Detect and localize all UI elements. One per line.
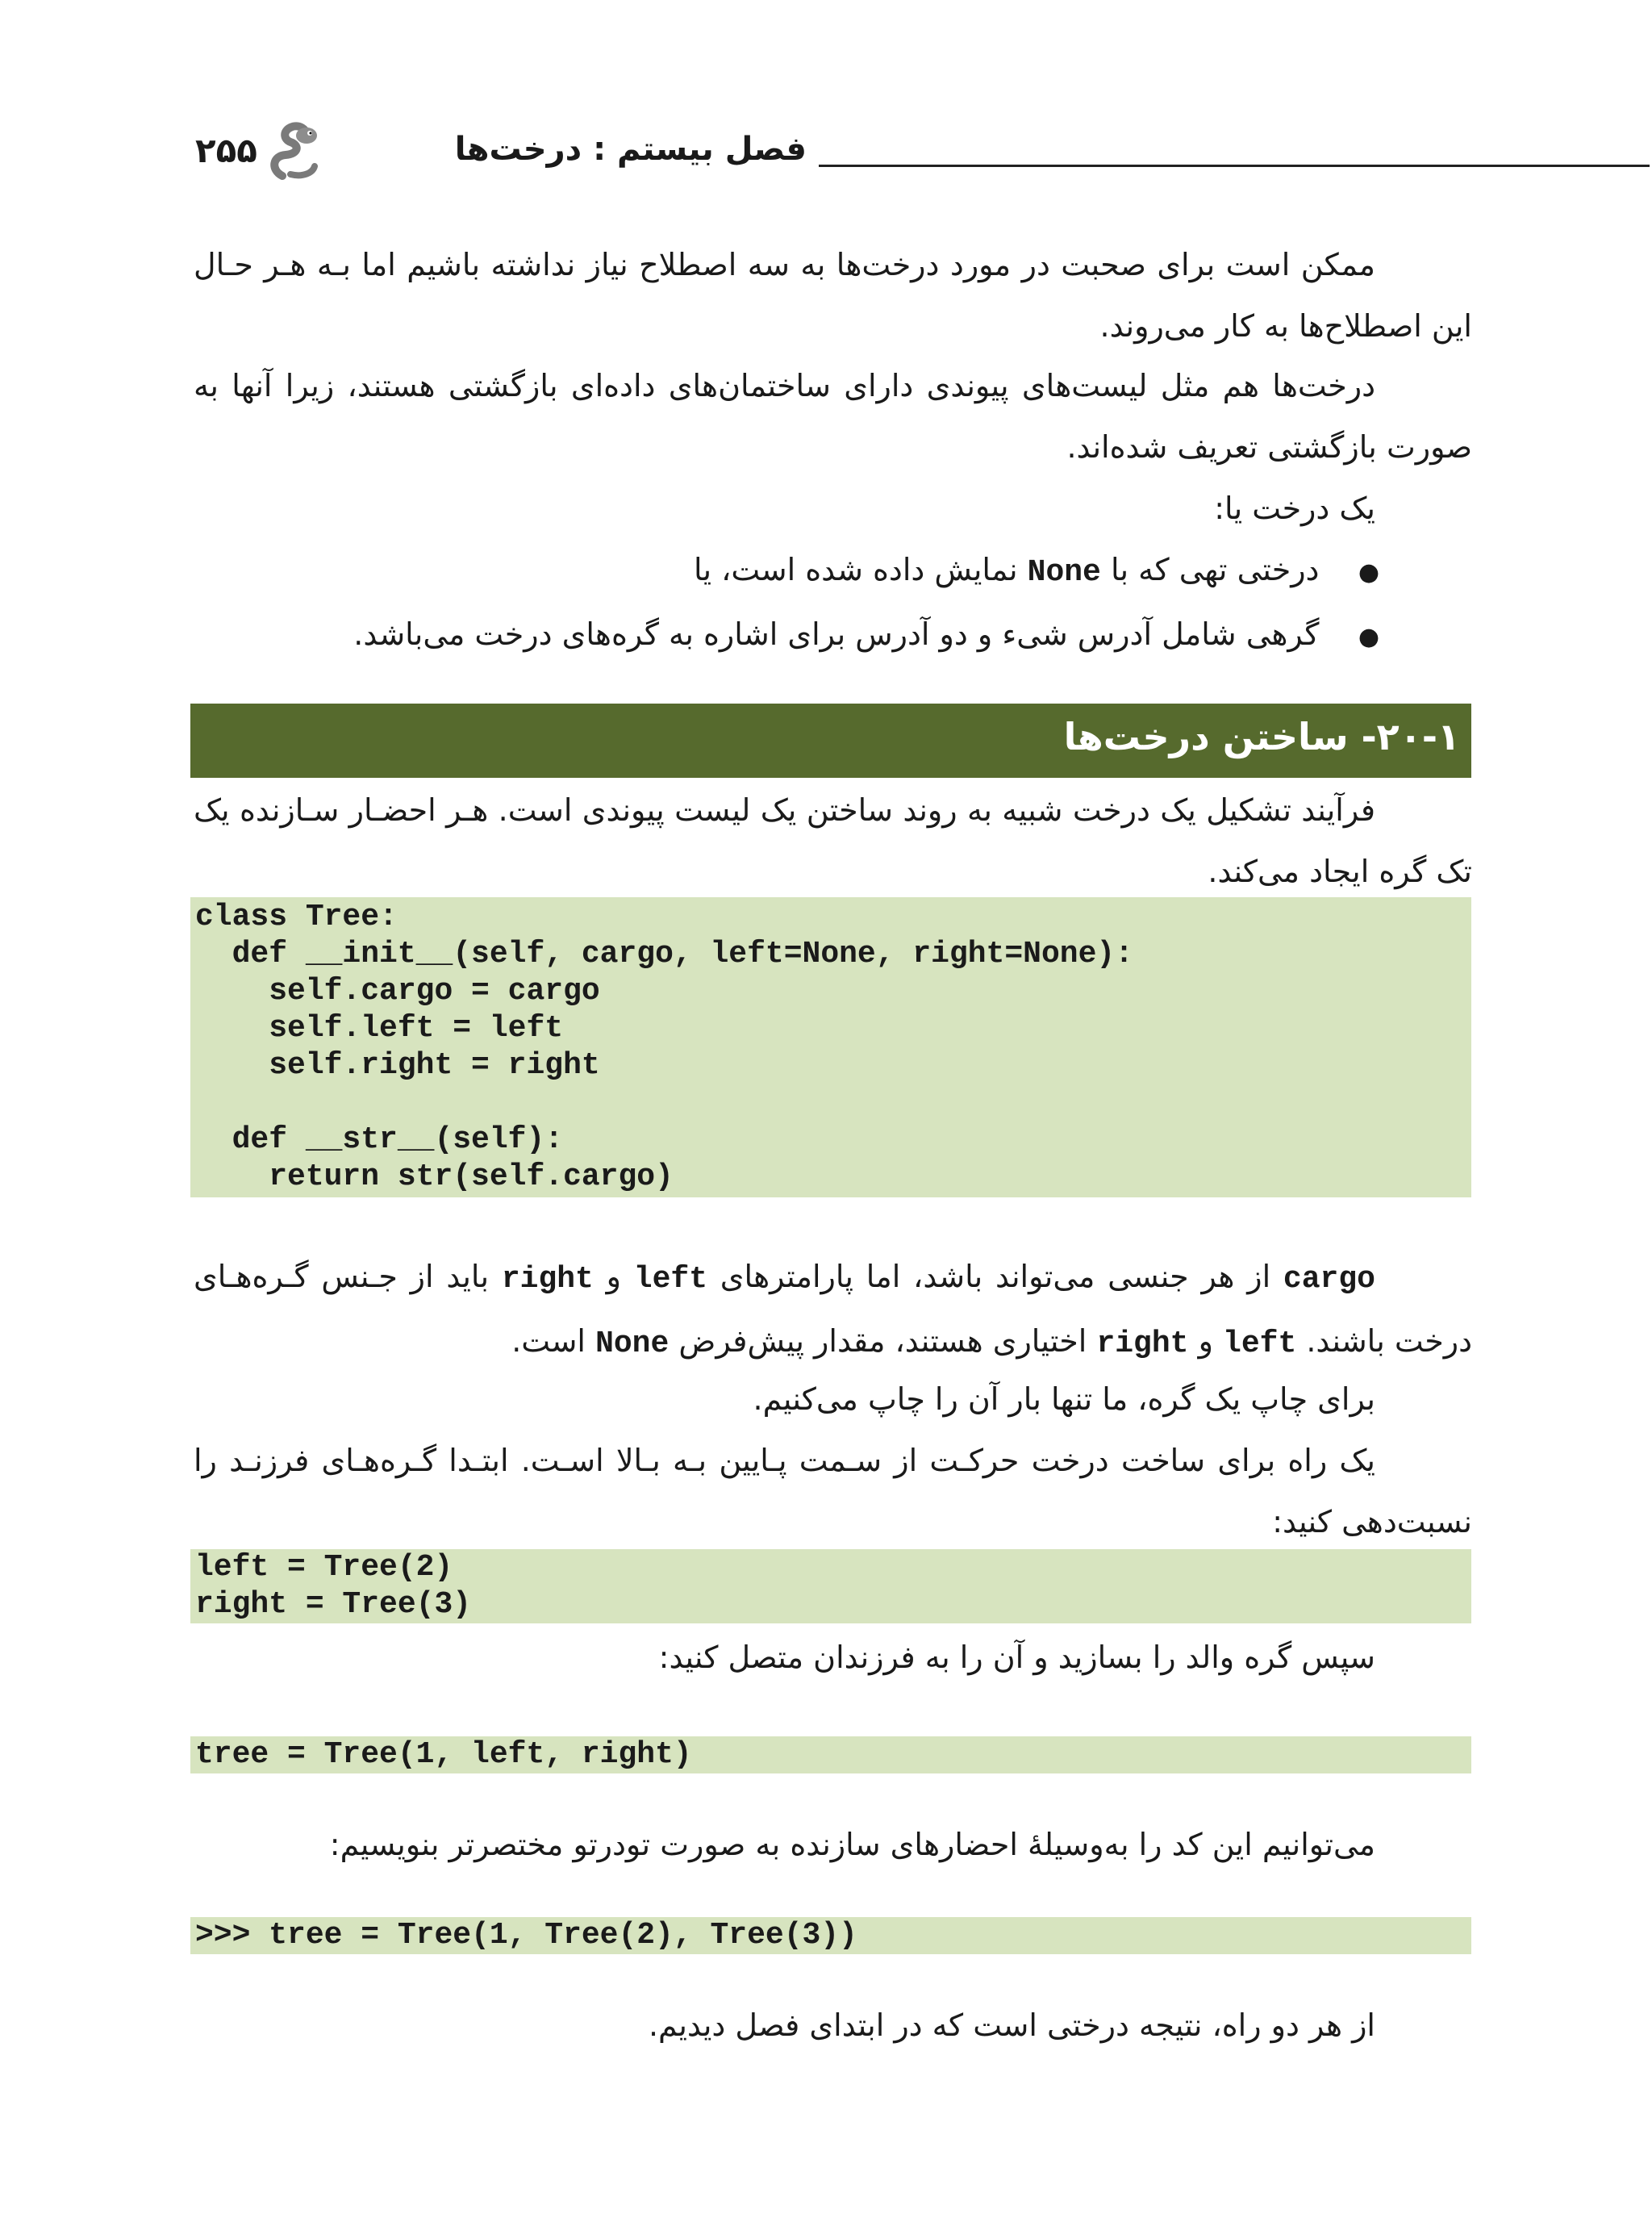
- code-right: right: [1096, 1326, 1189, 1361]
- header-rule: [819, 165, 1650, 167]
- cargo-text-3: باید از جـنس گـره‌هـای درخت باشند.: [194, 1259, 1472, 1359]
- code-none: None: [595, 1326, 670, 1361]
- code-left: left: [1223, 1326, 1297, 1361]
- code-line: tree = Tree(1, left, right): [195, 1737, 692, 1772]
- cargo-paragraph: [194, 1246, 1472, 1375]
- bullet1-pre: درختی تهی که با: [1110, 552, 1320, 587]
- print-paragraph-text: برای چاپ یک گره، ما تنها بار آن را چاپ می‌کنیم.: [753, 1381, 1375, 1417]
- section-heading: ۲۰-۱- ساختن درخت‌ها: [1063, 715, 1460, 758]
- result-paragraph: [194, 1995, 1472, 2056]
- result-paragraph-text: از هر دو راه، نتیجه درختی است که در ابتدای فصل دیدیم.: [648, 2007, 1375, 2043]
- code-block-nested: [190, 1917, 1471, 1954]
- page-number: ۲۵۵: [195, 131, 257, 170]
- intro-paragraph-3: [194, 478, 1472, 539]
- bullet-dot: ●: [1358, 623, 1379, 651]
- page-header: [186, 129, 1476, 178]
- code-line: def __str__(self):: [195, 1122, 564, 1157]
- list-item: [194, 604, 1379, 668]
- code-line: right = Tree(3): [195, 1587, 472, 1622]
- chapter-title: فصل بیستم : درخت‌ها: [454, 131, 807, 168]
- code-line: [190, 1084, 1471, 1122]
- code-line: self.cargo = cargo: [195, 974, 600, 1009]
- intro-paragraph-1-text: ممکن است برای صحبت در مورد درخت‌ها به سه اصطلاح نیاز نداشته باشیم اما بـه هـر حـال این اصطلاح‌ها به کار می‌روند.: [194, 247, 1472, 344]
- intro-paragraph-2-text: درخت‌ها هم مثل لیست‌های پیوندی دارای ساختمان‌های داده‌ای بازگشتی هستند، زیرا آنها به صورت بازگشتی تعریف شده‌اند.: [194, 368, 1472, 465]
- code-line: >>> tree = Tree(1, Tree(2), Tree(3)): [195, 1918, 857, 1953]
- code-left: left: [633, 1262, 708, 1297]
- bullet1-post: نمایش داده شده است، یا: [693, 552, 1018, 587]
- code-block-children: [190, 1549, 1471, 1623]
- bullet-dot: ●: [1358, 558, 1379, 587]
- section-paragraph-1-text: فرآیند تشکیل یک درخت شبیه به روند ساختن یک لیست پیوندی است. هـر احضـار سـازنده یک تک گره ایجاد می‌کند.: [194, 792, 1472, 889]
- nested-paragraph: [194, 1814, 1472, 1875]
- cargo-text-5: اختیاری هستند، مقدار پیش‌فرض: [678, 1323, 1087, 1359]
- bullet-list: [194, 539, 1379, 668]
- build-paragraph-text: یک راه برای ساخت درخت حرکـت از سـمت پـایین بـه بـالا اسـت. ابتـدا گـره‌هـای فرزنـد را نسبت‌دهی کنید:: [194, 1443, 1472, 1539]
- cargo-text-6: است.: [511, 1323, 586, 1359]
- cargo-text-1: از هر جنسی می‌تواند باشد، اما پارامترهای: [720, 1259, 1271, 1294]
- snake-mascot-icon: [266, 119, 324, 184]
- code-line: def __init__(self, cargo, left=None, right=None):: [195, 937, 1133, 971]
- list-item: [194, 539, 1379, 604]
- print-paragraph: [194, 1368, 1472, 1430]
- code-block-class-tree: [190, 897, 1471, 1197]
- cargo-text-4: و: [1198, 1323, 1213, 1359]
- code-right: right: [501, 1262, 594, 1297]
- section-heading-bar: [190, 704, 1471, 778]
- bullet1-code: None: [1027, 555, 1101, 590]
- parent-paragraph-text: سپس گره والد را بسازید و آن را به فرزندان متصل کنید:: [658, 1640, 1375, 1675]
- intro-paragraph-3-text: یک درخت یا:: [1214, 491, 1375, 526]
- section-paragraph-1: [194, 779, 1472, 902]
- nested-paragraph-text: می‌توانیم این کد را به‌وسیلهٔ احضارهای سازنده به صورت تودرتو مختصرتر بنویسیم:: [329, 1827, 1375, 1862]
- code-cargo: cargo: [1283, 1262, 1375, 1297]
- code-block-parent: [190, 1736, 1471, 1773]
- code-line: return str(self.cargo): [195, 1159, 674, 1194]
- code-line: self.left = left: [195, 1011, 564, 1046]
- cargo-text-2: و: [606, 1259, 622, 1294]
- parent-paragraph: [194, 1627, 1472, 1688]
- intro-paragraph-2: [194, 355, 1472, 478]
- code-line: left = Tree(2): [195, 1550, 453, 1585]
- build-paragraph: [194, 1430, 1472, 1552]
- intro-paragraph-1: [194, 234, 1472, 357]
- bullet2-text: گرهی شامل آدرس شیء و دو آدرس برای اشاره به گره‌های درخت می‌باشد.: [353, 616, 1320, 652]
- code-line: self.right = right: [195, 1048, 600, 1083]
- code-line: class Tree:: [195, 900, 398, 934]
